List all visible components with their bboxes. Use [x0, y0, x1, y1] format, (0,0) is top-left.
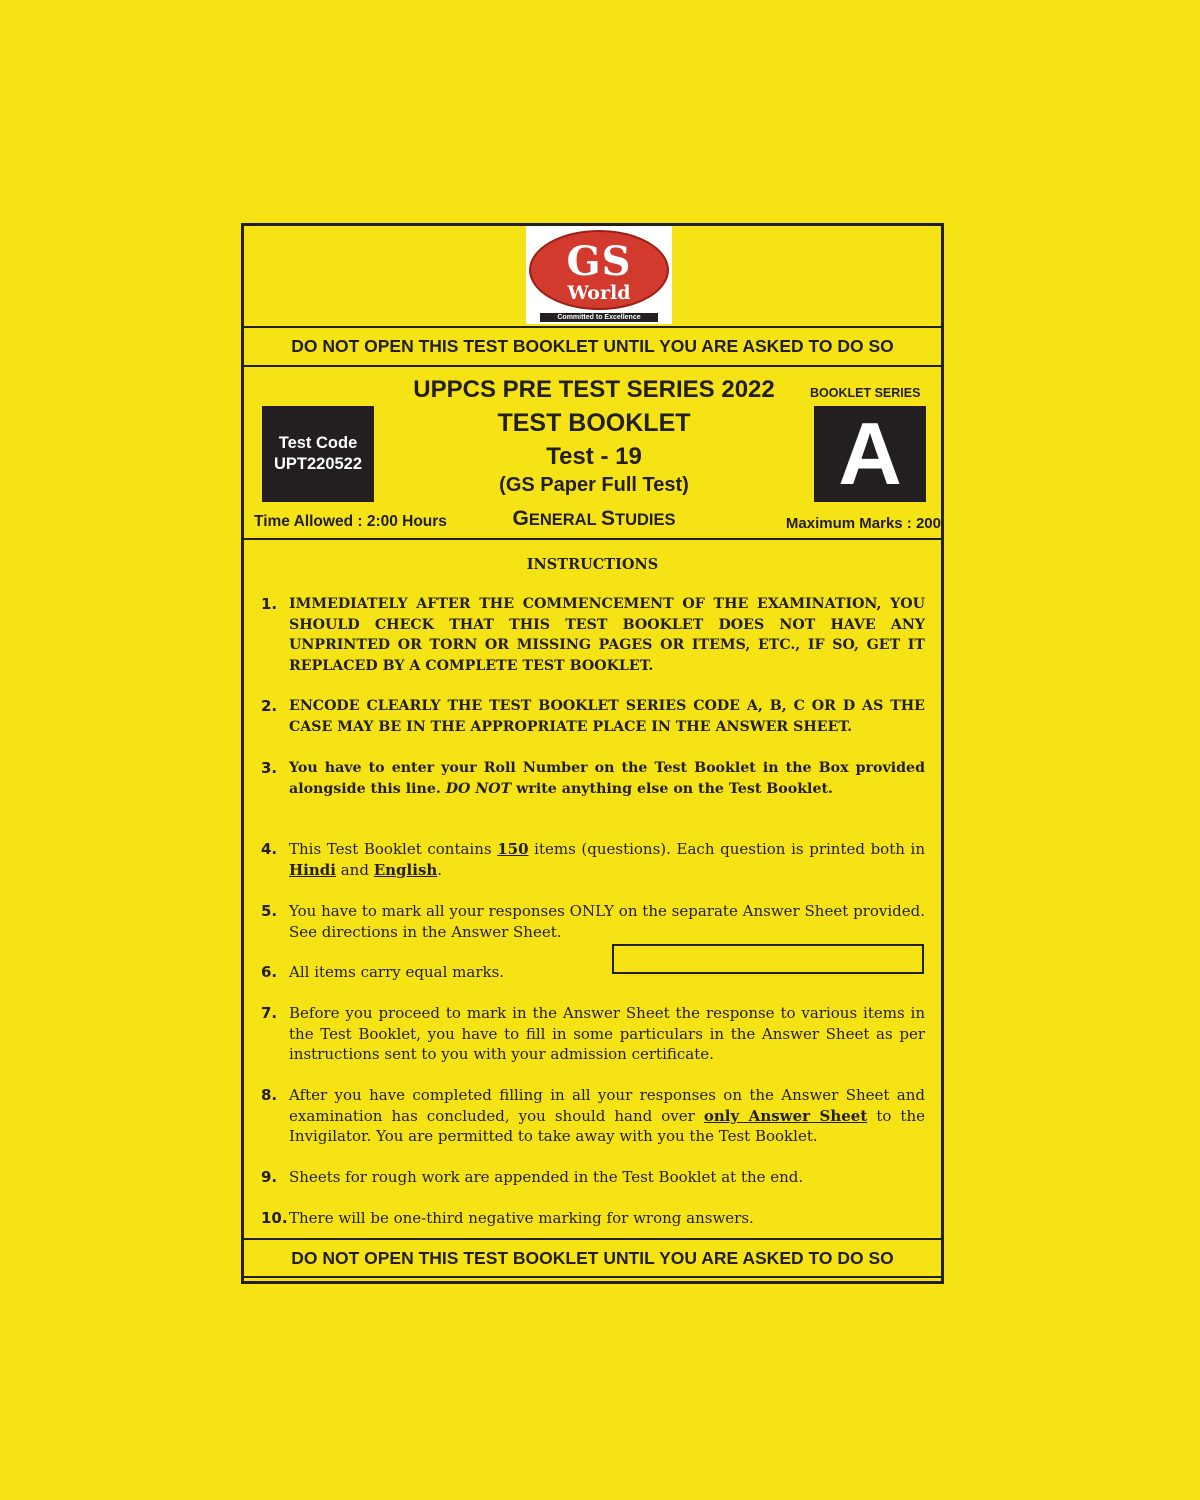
- test-number: Test - 19: [546, 443, 642, 470]
- test-booklet-cover: [241, 223, 944, 1284]
- instruction-number: 8.: [261, 1086, 278, 1104]
- subject-title: [374, 507, 814, 531]
- test-code-box: [262, 406, 374, 502]
- divider: [244, 365, 941, 367]
- language-english: English: [373, 860, 438, 879]
- instruction-number: 9.: [261, 1168, 278, 1186]
- logo-brand: GS: [566, 238, 632, 285]
- instruction-fragment: .: [437, 860, 443, 879]
- instruction-emphasis: DO NOT: [445, 780, 512, 797]
- test-code-label: Test Code: [278, 434, 358, 452]
- instruction-text: There will be one-third negative marking for wrong answers.: [289, 1209, 754, 1227]
- divider: [244, 326, 941, 328]
- instruction-number: 10.: [261, 1209, 288, 1227]
- instruction-fragment: to the Invigilator. You are permitted to take away with you the Test Booklet.: [289, 1106, 925, 1145]
- instruction-text: [289, 1085, 925, 1147]
- answer-sheet-emphasis: only Answer Sheet: [703, 1106, 868, 1125]
- subject-word: ENERAL: [528, 511, 601, 529]
- divider: [244, 538, 941, 540]
- top-warning: DO NOT OPEN THIS TEST BOOKLET UNTIL YOU ARE ASKED TO DO SO: [291, 336, 894, 356]
- bottom-warning: DO NOT OPEN THIS TEST BOOKLET UNTIL YOU ARE ASKED TO DO SO: [291, 1248, 894, 1268]
- instruction-number: 1.: [261, 595, 278, 613]
- instruction-item: [261, 1167, 925, 1188]
- instruction-number: 5.: [261, 902, 278, 920]
- subject-initial: G: [512, 507, 529, 530]
- divider: [244, 1276, 941, 1278]
- logo-name: World: [567, 282, 631, 304]
- divider: [244, 1238, 941, 1240]
- instruction-fragment: This Test Booklet contains: [289, 840, 498, 858]
- instruction-text: [289, 839, 925, 880]
- language-hindi: Hindi: [289, 860, 336, 879]
- instruction-fragment: write anything else on the Test Booklet.: [511, 780, 833, 797]
- instruction-fragment: You have to enter your Roll Number on the Test Booklet in the Box provided alongside this line.: [289, 760, 925, 797]
- booklet-series-label: BOOKLET SERIES: [810, 386, 921, 400]
- time-allowed: Time Allowed : 2:00 Hours: [254, 513, 447, 530]
- logo-tagline: Committed to Excellence: [540, 313, 658, 322]
- instruction-text: IMMEDIATELY AFTER THE COMMENCEMENT OF THE EXAMINATION, YOU SHOULD CHECK THAT THIS TEST BOOKLET DOES NOT HAVE ANY UNPRINTED OR TORN OR MISSING PAGES OR ITEMS, ETC., IF SO, GET IT REPLACED BY A COMPLETE TEST BOOKLET.: [289, 596, 925, 674]
- instruction-item: [261, 1208, 925, 1229]
- instruction-number: 3.: [261, 759, 278, 777]
- instruction-number: 7.: [261, 1004, 278, 1022]
- item-count: 150: [497, 840, 529, 858]
- instruction-text: ENCODE CLEARLY THE TEST BOOKLET SERIES CODE A, B, C OR D AS THE CASE MAY BE IN THE APPROPRIATE PLACE IN THE ANSWER SHEET.: [289, 698, 925, 735]
- instruction-item: [261, 839, 925, 880]
- roll-number-box[interactable]: [612, 944, 924, 974]
- instruction-text: [289, 758, 925, 799]
- subject-initial: S: [600, 507, 615, 530]
- instruction-item: [261, 696, 925, 737]
- instruction-fragment: and: [335, 860, 374, 879]
- subject-word: TUDIES: [614, 511, 676, 529]
- instruction-item: [261, 1003, 925, 1065]
- instruction-item: [261, 594, 925, 676]
- test-type: (GS Paper Full Test): [499, 474, 689, 496]
- test-code-value: UPT220522: [273, 455, 363, 473]
- gs-world-logo: [526, 226, 672, 324]
- logo-oval: [529, 230, 669, 310]
- instruction-text: You have to mark all your responses ONLY on the separate Answer Sheet provided. See directions in the Answer Sheet.: [289, 902, 925, 941]
- booklet-title: TEST BOOKLET: [497, 409, 691, 437]
- max-marks: Maximum Marks : 200: [785, 515, 941, 532]
- instruction-text: Sheets for rough work are appended in the Test Booklet at the end.: [289, 1168, 804, 1186]
- series-title: UPPCS PRE TEST SERIES 2022: [413, 376, 775, 403]
- instruction-text: All items carry equal marks.: [289, 963, 505, 981]
- instruction-fragment: items (questions). Each question is printed both in: [528, 840, 925, 858]
- instruction-number: 6.: [261, 963, 278, 981]
- booklet-series-box: A: [814, 406, 926, 502]
- instructions-heading: INSTRUCTIONS: [526, 556, 659, 573]
- instruction-text: Before you proceed to mark in the Answer Sheet the response to various items in the Test Booklet, you have to fill in some particulars in the Answer Sheet as per instructions sent to you with your admission certificate.: [289, 1004, 925, 1063]
- instruction-item: [261, 901, 925, 942]
- instruction-item: [261, 1085, 925, 1147]
- instruction-item: [261, 758, 925, 799]
- instruction-number: 2.: [261, 697, 278, 715]
- instruction-number: 4.: [261, 840, 278, 858]
- instruction-fragment: After you have completed filling in all your responses on the Answer Sheet and examination has concluded, you should hand over: [289, 1086, 925, 1125]
